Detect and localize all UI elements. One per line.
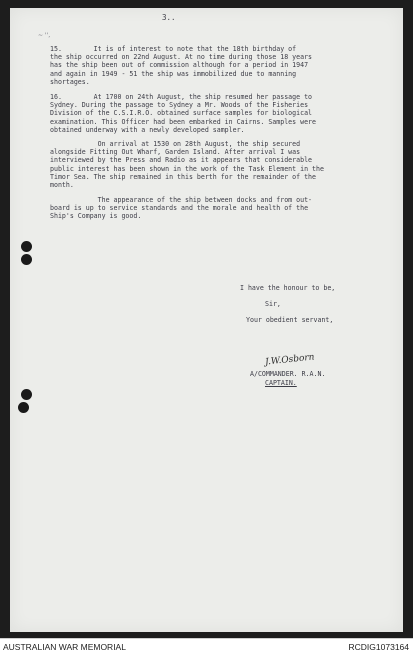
punch-hole [18, 402, 29, 413]
closing-sir: Sir, [265, 300, 281, 308]
punch-hole [21, 241, 32, 252]
text-line: public interest has been shown in the work of the Task Element in the [50, 164, 324, 173]
paragraph-15 [50, 45, 380, 86]
page-number: 3.. [162, 13, 176, 22]
text-line: board is up to service standards and the morale and health of the [50, 204, 309, 213]
text-line: Division of the C.S.I.R.O. obtained surface samples for biological [50, 109, 313, 118]
signature-rank: A/COMMANDER. R.A.N. [250, 370, 326, 378]
signature-title: CAPTAIN. [265, 379, 297, 387]
text-line: 15. It is of interest to note that the 18th birthday of [50, 45, 297, 53]
closing-servant: Your obedient servant, [246, 316, 334, 324]
text-line: alongside Fitting Out Wharf, Garden Island. After arrival I was [50, 148, 301, 157]
text-line: month. [50, 181, 74, 190]
handwritten-signature: J.W.Osborn [264, 352, 315, 368]
paragraph-arrival [50, 140, 380, 189]
text-line: 16. At 1700 on 24th August, the ship resumed her passage to [50, 93, 313, 101]
text-line: The appearance of the ship between docks and from out- [50, 196, 313, 204]
punch-hole [21, 389, 32, 400]
text-line: interviewed by the Press and Radio as it appears that considerable [50, 156, 313, 165]
text-line: Sydney. During the passage to Sydney a Mr. Woods of the Fisheries [50, 101, 309, 110]
text-line: On arrival at 1530 on 28th August, the ship secured [50, 140, 301, 148]
text-line: examination. This Officer had been embarked in Cairns. Samples were [50, 117, 316, 126]
punch-hole [21, 254, 32, 265]
footer-record-id: RCDIG1073164 [348, 642, 409, 652]
text-line: shortages. [50, 77, 90, 86]
text-line: obtained underway with a newly developed sampler. [50, 125, 245, 134]
text-line: the ship occurred on 22nd August. At no time during those 18 years [50, 53, 313, 62]
paragraph-16 [50, 93, 380, 134]
text-line: Ship's Company is good. [50, 212, 142, 221]
margin-marks: ~ '', [38, 32, 51, 39]
text-line: has the ship been out of commission although for a period in 1947 [50, 61, 309, 70]
footer-institution: AUSTRALIAN WAR MEMORIAL [3, 642, 126, 652]
archive-footer [0, 638, 413, 654]
text-line: and again in 1949 - 51 the ship was immobilized due to manning [50, 69, 297, 78]
paragraph-appearance [50, 196, 380, 221]
text-line: Timor Sea. The ship remained in this berth for the remainder of the [50, 172, 316, 181]
closing-honour: I have the honour to be, [240, 284, 336, 292]
